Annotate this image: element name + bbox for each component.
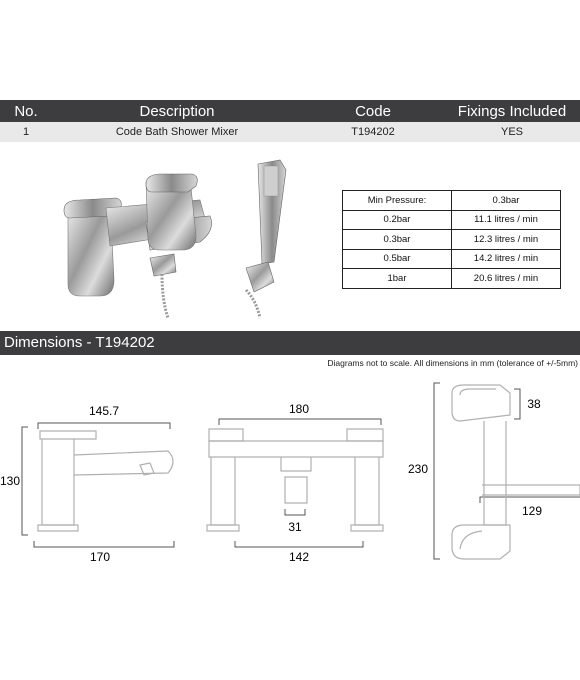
side-base-width-label: 170 xyxy=(89,550,111,564)
pressure-label: 0.3bar xyxy=(343,230,452,250)
front-top-dim-line xyxy=(219,419,381,425)
table-row xyxy=(343,269,561,289)
table-row xyxy=(343,249,561,269)
side-body-column xyxy=(42,439,74,525)
front-diverter xyxy=(285,477,307,503)
handle-height-dim-line xyxy=(434,383,440,559)
hose xyxy=(162,274,260,318)
header-no: No. xyxy=(14,102,38,120)
handle-height-label: 230 xyxy=(407,462,429,476)
scale-note: Diagrams not to scale. All dimensions in mm (tolerance of +/-5mm) xyxy=(327,358,578,368)
handset-face xyxy=(264,166,278,196)
front-left-base xyxy=(207,525,239,531)
cell-description: Code Bath Shower Mixer xyxy=(115,126,239,138)
front-base-dim-line xyxy=(235,541,363,547)
side-top-dim-line xyxy=(38,423,170,429)
handle-column xyxy=(484,421,506,525)
product-table-header xyxy=(0,100,580,122)
front-top-width-label: 180 xyxy=(288,402,310,416)
side-top-width-label: 145.7 xyxy=(88,404,120,418)
wall-bracket xyxy=(246,262,274,292)
handle-spout xyxy=(482,485,580,495)
side-base-dim-line xyxy=(34,541,174,547)
table-row xyxy=(343,191,561,211)
handle-lever-dim-line xyxy=(514,389,520,419)
front-right-lever xyxy=(347,429,383,441)
front-spout-width-label: 31 xyxy=(288,520,302,534)
flow-value: 11.1 litres / min xyxy=(452,210,561,230)
pressure-table xyxy=(342,190,561,289)
pressure-label: 0.2bar xyxy=(343,210,452,230)
table-row xyxy=(0,122,580,142)
side-height-label: 130 xyxy=(0,474,21,488)
header-code: Code xyxy=(355,102,391,120)
front-right-column xyxy=(355,457,379,525)
front-spout-dim-line xyxy=(285,509,305,515)
handle-view-drawing xyxy=(400,375,580,575)
pressure-label: Min Pressure: xyxy=(343,191,452,211)
table-row xyxy=(343,230,561,250)
handle-bottom-lever-inner xyxy=(460,531,482,549)
flow-value: 12.3 litres / min xyxy=(452,230,561,250)
handle-top-lever-inner xyxy=(460,389,496,395)
front-spout xyxy=(281,457,311,471)
side-base-outline xyxy=(38,525,78,531)
product-image xyxy=(50,150,330,320)
side-view-drawing xyxy=(0,395,190,575)
product-table xyxy=(0,100,580,142)
flow-value: 20.6 litres / min xyxy=(452,269,561,289)
handle-depth-label: 129 xyxy=(521,504,543,518)
flow-value: 14.2 litres / min xyxy=(452,249,561,269)
front-left-lever xyxy=(209,429,243,441)
side-body-outline xyxy=(40,431,96,439)
front-right-base xyxy=(351,525,383,531)
right-lever xyxy=(146,174,197,192)
header-fixings: Fixings Included xyxy=(457,102,567,120)
handle-bottom-lever xyxy=(452,525,510,559)
handle-depth-dim-line xyxy=(480,497,580,503)
handle-lever-label: 38 xyxy=(527,397,541,411)
flow-value: 0.3bar xyxy=(452,191,561,211)
side-height-dim-line xyxy=(22,427,28,535)
cell-fixings: YES xyxy=(500,126,523,138)
cell-code: T194202 xyxy=(351,126,395,138)
front-view-drawing xyxy=(195,395,395,575)
handle-top-lever xyxy=(452,385,510,421)
header-description: Description xyxy=(139,102,215,120)
cell-no: 1 xyxy=(22,126,30,138)
front-bridge xyxy=(209,441,383,457)
pressure-label: 1bar xyxy=(343,269,452,289)
dimensions-title: Dimensions - T194202 xyxy=(0,331,580,355)
front-left-column xyxy=(211,457,235,525)
diverter xyxy=(150,254,176,276)
pressure-label: 0.5bar xyxy=(343,249,452,269)
table-row xyxy=(343,210,561,230)
front-base-width-label: 142 xyxy=(288,550,310,564)
side-spout-outline xyxy=(74,451,173,475)
